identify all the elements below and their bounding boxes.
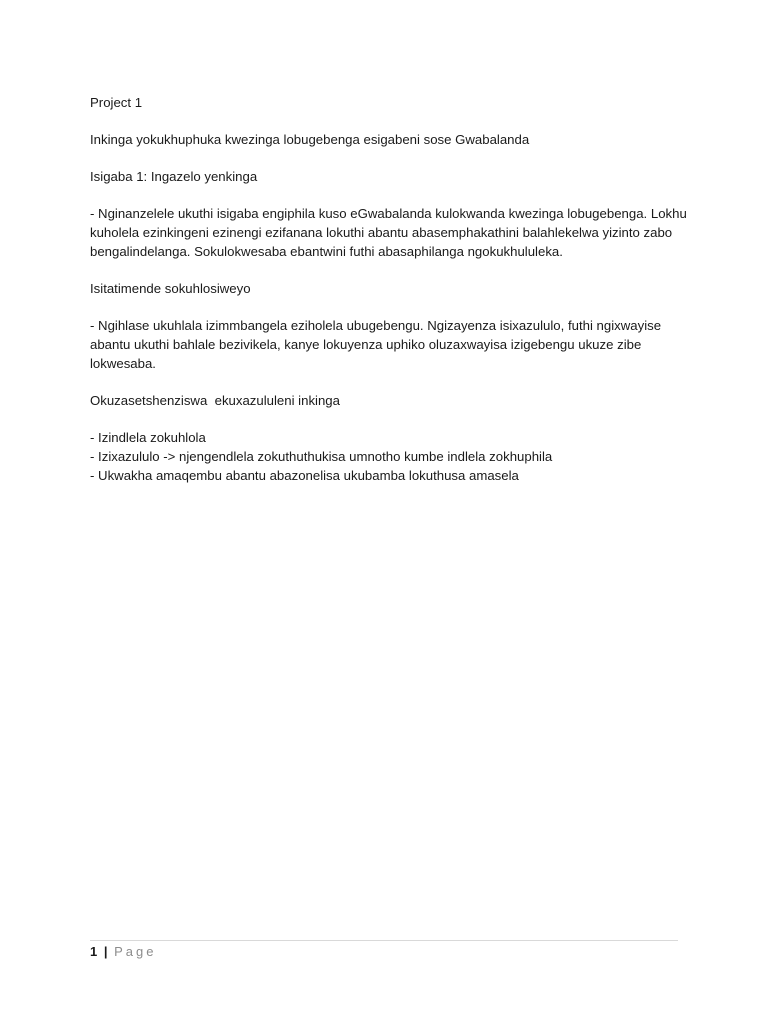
list-item: - Izindlela zokuhlola <box>90 430 206 445</box>
bullet-list <box>90 428 690 485</box>
list-item: - Ukwakha amaqembu abantu abazonelisa ukubamba lokuthusa amasela <box>90 468 519 483</box>
section-2-title: Isitatimende sokuhlosiweyo <box>90 281 251 296</box>
document-heading: Inkinga yokukhuphuka kwezinga lobugebenga esigabeni sose Gwabalanda <box>90 132 530 147</box>
page-label: Page <box>114 944 157 959</box>
page-footer <box>90 940 678 961</box>
section-3-title: Okuzasetshenziswa ekuxazululeni inkinga <box>90 393 340 408</box>
page-number: 1 <box>90 944 98 959</box>
document-body <box>90 93 690 503</box>
section-1-title: Isigaba 1: Ingazelo yenkinga <box>90 169 258 184</box>
list-item: - Izixazululo -> njengendlela zokuthuthukisa umnotho kumbe indlela zokhuphila <box>90 449 553 464</box>
section-1-paragraph: - Nginanzelele ukuthi isigaba engiphila kuso eGwabalanda kulokwanda kwezinga lobugebenga. Lokhu kuholela ezinkingeni ezinengi ezifanana lokuthi abantu abasemphakathini balahlekelwa yizinto zabo bengalindelanga. Sokulokwesaba ebantwini futhi abasaphilanga ngokukhululeka. <box>90 206 687 259</box>
section-2-paragraph: - Ngihlase ukuhlala izimmbangela eziholela ubugebengu. Ngizayenza isixazululo, futhi ngixwayise abantu ukuthi bahlale bezivikela, kanye lokuyenza uphiko oluzaxwayisa izigebengu ukuze zibe lokwesaba. <box>90 318 662 371</box>
document-title: Project 1 <box>90 95 143 110</box>
footer-separator: | <box>103 944 108 959</box>
